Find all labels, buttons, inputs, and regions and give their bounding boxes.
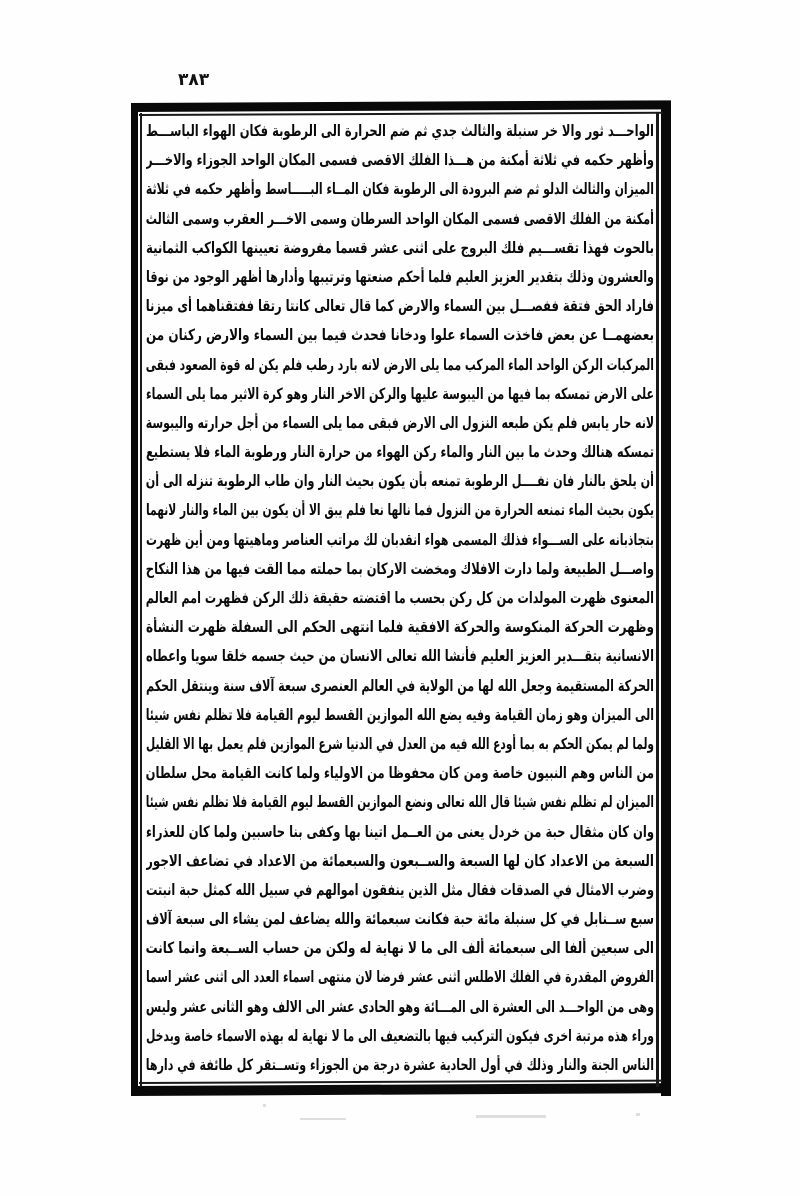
- text-line: [146, 613, 654, 642]
- text-line-content: ولما لم يمكن الحكم به بما أودع الله فيه من العدل في الدنيا شرع الموازين فلم يعمل بها الا القليل: [146, 734, 654, 753]
- text-line: [146, 584, 654, 613]
- frame-rule-bottom: [131, 1083, 671, 1096]
- text-line-content: وظهرت الحركة المنكوسة والحركة الافقية فلما انتهى الحكم الى السفلة ظهرت النشأة: [146, 618, 654, 637]
- text-line: [146, 146, 654, 175]
- text-line-content: تمسكه هنالك وحدث ما بين النار والماء ركن الهواء من حرارة النار ورطوبة الماء فلا يستطيع: [146, 443, 654, 462]
- text-line: [146, 526, 654, 555]
- text-line: [146, 963, 654, 992]
- text-line-content: سبع ســنابل في كل سنبلة مائة حبة فكانت سبعمائة والله يضاعف لمن يشاء الى سبعة آلاف: [146, 910, 654, 929]
- text-line-content: الفروض المقدرة في الفلك الاطلس اثنى عشر فرضا لان منتهى اسماء العدد الى اثنى عشر اسما: [146, 968, 654, 987]
- text-line-content: الى سبعين ألفا الى سبعمائة ألف الى ما لا نهاية له ولكن من حساب الســبعة وانما كانت: [146, 939, 654, 958]
- text-line: [146, 263, 654, 292]
- scan-smudge-c: [263, 1104, 266, 1107]
- scan-smudge-a: [300, 1118, 346, 1120]
- text-line: [146, 117, 654, 146]
- text-line: [146, 642, 654, 671]
- text-line: [146, 234, 654, 263]
- text-line: [146, 380, 654, 409]
- text-line: [146, 993, 654, 1022]
- text-line-content: وأظهر حكمه في ثلاثة أمكنة من هـــذا الفلك الاقصى فسمى المكان الواحد الجوزاء والاخـــر: [146, 151, 654, 170]
- text-line-content: الحركة المستقيمة وجعل الله لها من الولاية في العالم العنصرى سبعة آلاف سنة وينتقل الحكم: [146, 676, 654, 695]
- text-line-content: الواحـــد ثور والا خر سنبلة والثالث جدي ثم ضم الحرارة الى الرطوبة فكان الهواء الباســـط: [146, 122, 654, 140]
- frame-rule-right: [661, 103, 671, 1096]
- text-line-content: الانسانية بتقـــدير العزيز العليم فأنشا الله تعالى الانسان من حيث جسمه خلقا سويا واعطاه: [146, 647, 654, 666]
- text-line-content: من الناس وهم النبيون خاصة ومن كان محفوظا من الاولياء ولما كانت القيامة محل سلطان: [146, 764, 654, 783]
- text-line-content: يكون بحيث الماء تمنعه الحرارة من النزول فما نالها نعا فلم يبق الا أن يكون بين الماء والنار لانهما: [146, 501, 654, 520]
- frame-inner-rule-top: [139, 112, 663, 116]
- text-line-content: السبعة من الاعداد كان لها السبعة والســبعون والسبعمائة من الاعداد في تضاعف الاجور: [146, 851, 654, 870]
- text-line-content: الميزان لم تظلم نفس شيئا قال الله تعالى ونضع الموازين القسط ليوم القيامة فلا تظلم نفس شيئا: [146, 793, 654, 812]
- text-line: [146, 788, 654, 817]
- text-line: [146, 934, 654, 963]
- text-line-content: لانه حار يابس فلم يكن طبعه النزول الى الارض فبقى مما يلى السماء من أجل حرارته واليبوسة: [146, 413, 654, 432]
- text-line: [146, 759, 654, 788]
- text-line-content: وضرب الامثال في الصدقات فقال مثل الذين ينفقون اموالهم في سبيل الله كمثل حبة انبتت: [146, 880, 654, 899]
- text-line: [146, 1051, 654, 1079]
- text-line-content: المعنوى ظهرت المولدات من كل ركن بحسب ما اقتضته حقيقة ذلك الركن فظهرت امم العالم: [146, 589, 654, 607]
- text-line-content: أمكنة من الفلك الاقصى فسمى المكان الواحد السرطان وسمى الاخـــر العقرب وسمى الثالث: [146, 209, 654, 228]
- text-line-content: وهى من الواحـــد الى العشرة الى المـــائة وهو الحادى عشر الى الالف وهو الثانى عشر وليس: [146, 997, 654, 1016]
- text-line-content: بالحوت فهذا تقســـيم فلك البروج على اثنى عشر قسما مفروضة تعيينها الكواكب الثمانية: [146, 238, 654, 257]
- text-line-content: وان كان مثقال حبة من خردل يعنى من العــمل اتينا بها وكفى بنا حاسبين ولما كان للعذراء: [146, 822, 654, 841]
- text-line: [146, 321, 654, 350]
- page-number: ٣٨٣: [178, 70, 210, 90]
- text-line-content: أن يلحق بالنار فان نفــــل الرطوبة تمنعه بأن يكون بحيث النار وان طاب الرطوبة تنزله الى أن: [146, 472, 654, 491]
- text-line: [146, 351, 654, 380]
- text-line: [146, 876, 654, 905]
- text-line-content: الميزان والثالث الدلو ثم ضم البرودة الى الرطوبة فكان المــاء البـــــاسط وأظهر حكمه في ثلاثة: [146, 180, 654, 199]
- frame-inner-rule-right: [656, 113, 659, 1087]
- text-line: [146, 1022, 654, 1051]
- scan-smudge-d: [636, 1113, 640, 1116]
- body-text-block: [146, 117, 654, 1079]
- text-line-content: وراء هذه مرتبة اخرى فيكون التركيب فيها بالتضعيف الى ما لا نهاية له بهذه الاسماء خاصة ويدخل: [146, 1026, 654, 1045]
- text-line: [146, 205, 654, 234]
- text-line: [146, 467, 654, 496]
- text-line-content: والعشرون وذلك بتقدير العزيز العليم فلما أحكم صنعتها وترتيبها وأدارها أظهر الوجود من نوقا: [146, 267, 654, 286]
- text-line: [146, 847, 654, 876]
- frame-rule-top: [131, 100, 671, 112]
- text-line: [146, 292, 654, 321]
- text-line-content: بتجاذبانه على الســـواء فذلك المسمى هواء انقدبان لك مراتب العناصر وماهيتها ومن أين ظهرت: [146, 530, 654, 549]
- text-line: [146, 730, 654, 759]
- frame-inner-rule-left: [140, 113, 142, 1087]
- text-line: [146, 175, 654, 204]
- text-line-content: الناس الجنة والنار وذلك في أول الحادية عشرة درجة من الجوزاء وتســتقر كل طائفة في دارها: [146, 1056, 654, 1074]
- text-line: [146, 672, 654, 701]
- text-line-content: بعضهمــا عن بعض فاخذت السماء علوا ودخانا فحدث فيما بين السماء والارض ركنان من: [146, 326, 654, 345]
- text-line-content: المركبات الركن الواحد الماء المركب مما يلى الارض لانه بارد رطب فلم يكن له قوة الصعود فبقى: [146, 355, 654, 374]
- frame-rule-left: [131, 103, 138, 1096]
- text-frame: [131, 103, 671, 1096]
- text-line: [146, 905, 654, 934]
- scan-smudge-b: [476, 1115, 546, 1118]
- text-line-content: فاراد الحق فتقة ففصـــل بين السماء والارض كما قال تعالى كانتا رتقا ففتقناهما أى ميزنا: [146, 297, 654, 316]
- text-line: [146, 496, 654, 525]
- text-line: [146, 555, 654, 584]
- text-line-content: واصـــل الطبيعة ولما دارت الافلاك ومخضت الاركان بما حملته مما القت فيها من هذا النكاح: [146, 559, 654, 578]
- text-line: [146, 701, 654, 730]
- text-line: [146, 438, 654, 467]
- text-line-content: الى الميزان وهو زمان القيامة وفيه يضع الله الموازين القسط ليوم القيامة فلا تظلم نفس شيئا: [146, 705, 654, 724]
- text-line: [146, 409, 654, 438]
- text-line: [146, 818, 654, 847]
- text-line-content: على الارض تمسكه بما فيها من اليبوسة عليها والركن الاخر النار وهو كرة الاثير مما يلى السماء: [146, 384, 654, 403]
